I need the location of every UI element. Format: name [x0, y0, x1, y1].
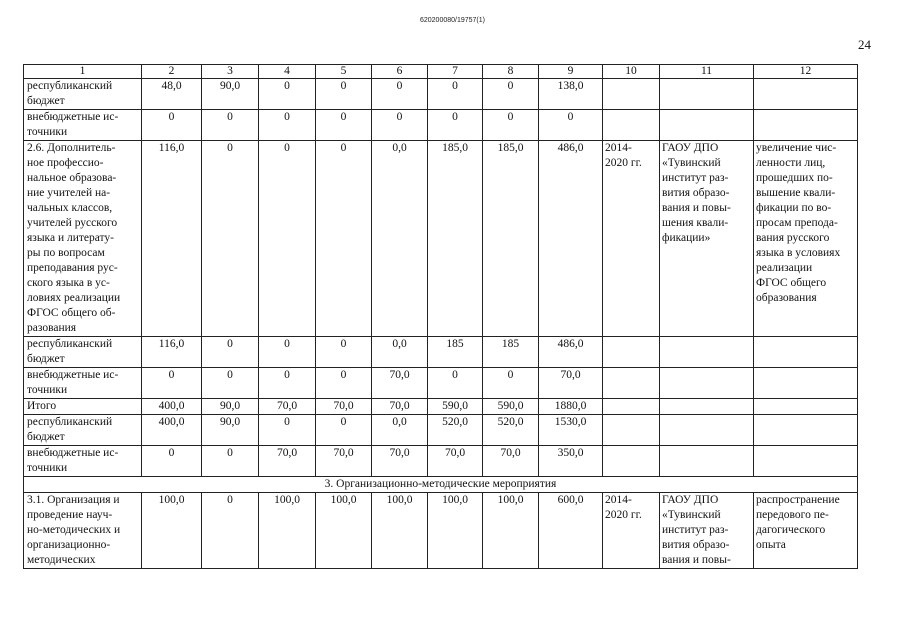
result-cell [754, 415, 858, 446]
table-row [24, 399, 858, 415]
column-header: 11 [660, 65, 754, 79]
table-row [24, 415, 858, 446]
value-cell: 90,0 [202, 399, 259, 415]
value-cell: 0 [483, 79, 539, 110]
value-cell: 0 [428, 79, 483, 110]
value-cell: 0 [259, 79, 316, 110]
header-row [24, 65, 858, 79]
column-header: 2 [142, 65, 202, 79]
value-cell: 486,0 [539, 141, 603, 337]
value-cell: 70,0 [539, 368, 603, 399]
value-cell: 100,0 [259, 493, 316, 569]
value-cell: 0 [316, 79, 372, 110]
period-cell: 2014- 2020 гг. [603, 493, 660, 569]
table-row [24, 79, 858, 110]
value-cell: 0 [259, 110, 316, 141]
value-cell: 70,0 [316, 399, 372, 415]
result-cell [754, 446, 858, 477]
table-row [24, 446, 858, 477]
value-cell: 70,0 [483, 446, 539, 477]
value-cell: 0 [316, 337, 372, 368]
value-cell: 70,0 [372, 446, 428, 477]
value-cell: 486,0 [539, 337, 603, 368]
value-cell: 350,0 [539, 446, 603, 477]
value-cell: 70,0 [372, 368, 428, 399]
result-cell [754, 110, 858, 141]
executor-cell [660, 110, 754, 141]
value-cell: 0 [202, 446, 259, 477]
value-cell: 116,0 [142, 337, 202, 368]
value-cell: 70,0 [372, 399, 428, 415]
value-cell: 0 [202, 141, 259, 337]
value-cell: 0,0 [372, 141, 428, 337]
value-cell: 100,0 [372, 493, 428, 569]
column-header: 3 [202, 65, 259, 79]
value-cell: 0 [202, 493, 259, 569]
value-cell: 0,0 [372, 337, 428, 368]
table-row [24, 368, 858, 399]
row-label: внебюджетные ис- точники [24, 446, 142, 477]
section-title: 3. Организационно-методические мероприятия [24, 477, 858, 493]
value-cell: 100,0 [316, 493, 372, 569]
value-cell: 70,0 [259, 446, 316, 477]
column-header: 4 [259, 65, 316, 79]
value-cell: 0 [202, 337, 259, 368]
period-cell [603, 368, 660, 399]
value-cell: 0,0 [372, 415, 428, 446]
executor-cell: ГАОУ ДПО «Тувинский институт раз- вития образо- вания и повы- [660, 493, 754, 569]
value-cell: 0 [142, 446, 202, 477]
result-cell [754, 337, 858, 368]
period-cell: 2014- 2020 гг. [603, 141, 660, 337]
column-header: 1 [24, 65, 142, 79]
executor-cell [660, 368, 754, 399]
row-label: республиканский бюджет [24, 337, 142, 368]
executor-cell [660, 337, 754, 368]
result-cell: распространение передового пе- дагогического опыта [754, 493, 858, 569]
value-cell: 100,0 [142, 493, 202, 569]
page-number: 24 [858, 37, 871, 52]
period-cell [603, 110, 660, 141]
value-cell: 90,0 [202, 415, 259, 446]
value-cell: 0 [316, 368, 372, 399]
value-cell: 0 [539, 110, 603, 141]
value-cell: 70,0 [428, 446, 483, 477]
value-cell: 0 [259, 141, 316, 337]
value-cell: 590,0 [483, 399, 539, 415]
value-cell: 138,0 [539, 79, 603, 110]
value-cell: 185,0 [483, 141, 539, 337]
value-cell: 0 [483, 368, 539, 399]
period-cell [603, 415, 660, 446]
table-row [24, 337, 858, 368]
row-label: 2.6. Дополнитель- ное профессио- нальное образова- ние учителей на- чальных классов, учителей русского языка и литерату- ры по вопросам преподавания рус- ского языка в ус- ловиях реализации ФГОС общего об- разования [24, 141, 142, 337]
value-cell: 0 [372, 110, 428, 141]
period-cell [603, 446, 660, 477]
table-body [24, 65, 858, 569]
column-header: 10 [603, 65, 660, 79]
period-cell [603, 337, 660, 368]
executor-cell [660, 79, 754, 110]
value-cell: 520,0 [428, 415, 483, 446]
period-cell [603, 399, 660, 415]
value-cell: 0 [202, 368, 259, 399]
column-header: 6 [372, 65, 428, 79]
value-cell: 0 [316, 415, 372, 446]
row-label: внебюджетные ис- точники [24, 110, 142, 141]
table-row [24, 110, 858, 141]
value-cell: 600,0 [539, 493, 603, 569]
budget-table [23, 64, 858, 569]
result-cell [754, 79, 858, 110]
value-cell: 590,0 [428, 399, 483, 415]
period-cell [603, 79, 660, 110]
value-cell: 70,0 [259, 399, 316, 415]
value-cell: 0 [202, 110, 259, 141]
value-cell: 1880,0 [539, 399, 603, 415]
column-header: 9 [539, 65, 603, 79]
value-cell: 0 [316, 141, 372, 337]
executor-cell [660, 415, 754, 446]
result-cell: увеличение чис- ленности лиц, прошедших по- вышение квали- фикации по во- просам препода- вания русского языка в условиях реализации ФГОС общего образования [754, 141, 858, 337]
section-row [24, 477, 858, 493]
value-cell: 400,0 [142, 415, 202, 446]
column-header: 5 [316, 65, 372, 79]
document-code: 620200080/19757(1) [419, 17, 485, 24]
value-cell: 70,0 [316, 446, 372, 477]
value-cell: 0 [142, 110, 202, 141]
value-cell: 100,0 [483, 493, 539, 569]
value-cell: 0 [372, 79, 428, 110]
column-header: 7 [428, 65, 483, 79]
value-cell: 185 [428, 337, 483, 368]
value-cell: 116,0 [142, 141, 202, 337]
row-label: Итого [24, 399, 142, 415]
row-label: республиканский бюджет [24, 415, 142, 446]
value-cell: 520,0 [483, 415, 539, 446]
executor-cell [660, 446, 754, 477]
row-label: 3.1. Организация и проведение науч- но-методических и организационно- методических [24, 493, 142, 569]
value-cell: 0 [428, 368, 483, 399]
result-cell [754, 399, 858, 415]
result-cell [754, 368, 858, 399]
column-header: 12 [754, 65, 858, 79]
value-cell: 400,0 [142, 399, 202, 415]
row-label: внебюджетные ис- точники [24, 368, 142, 399]
table-row [24, 493, 858, 569]
row-label: республиканский бюджет [24, 79, 142, 110]
value-cell: 0 [142, 368, 202, 399]
column-header: 8 [483, 65, 539, 79]
value-cell: 100,0 [428, 493, 483, 569]
value-cell: 1530,0 [539, 415, 603, 446]
value-cell: 90,0 [202, 79, 259, 110]
value-cell: 0 [259, 337, 316, 368]
executor-cell [660, 399, 754, 415]
value-cell: 185,0 [428, 141, 483, 337]
value-cell: 0 [259, 368, 316, 399]
value-cell: 0 [316, 110, 372, 141]
executor-cell: ГАОУ ДПО «Тувинский институт раз- вития образо- вания и повы- шения квали- фикации» [660, 141, 754, 337]
value-cell: 0 [428, 110, 483, 141]
value-cell: 0 [483, 110, 539, 141]
value-cell: 0 [259, 415, 316, 446]
table-row [24, 141, 858, 337]
value-cell: 48,0 [142, 79, 202, 110]
value-cell: 185 [483, 337, 539, 368]
